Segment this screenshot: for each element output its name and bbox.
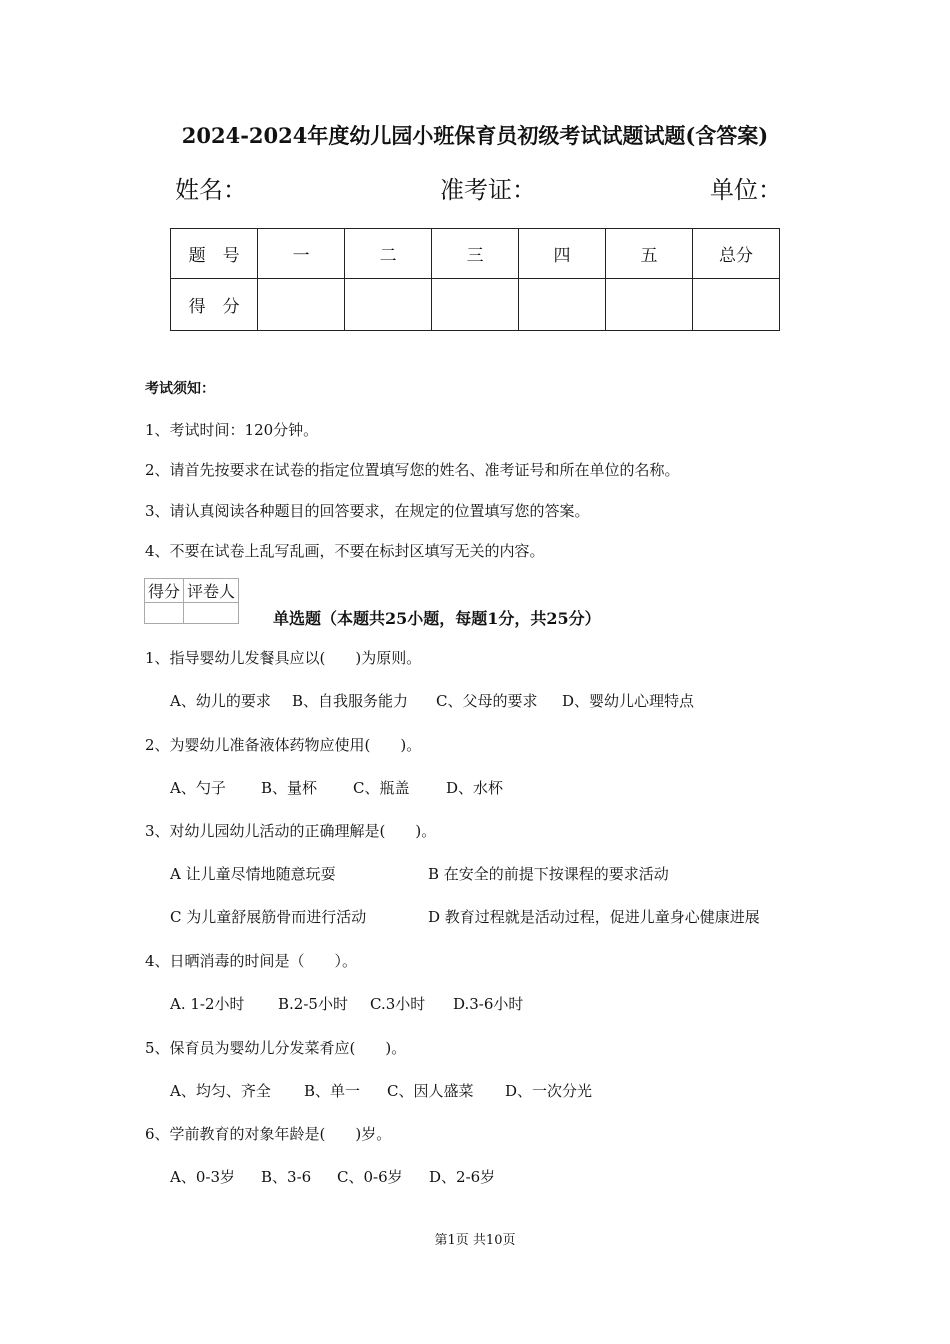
q3-option-d[interactable]: D 教育过程就是活动过程，促进儿童身心健康进展	[428, 908, 760, 926]
grader-name-label: 评卷人	[184, 579, 239, 603]
q4-option-d[interactable]: D.3-6小时	[453, 995, 524, 1013]
q6-option-d[interactable]: D、2-6岁	[429, 1168, 496, 1186]
q1-option-a[interactable]: A、幼儿的要求	[170, 692, 271, 710]
header-cell-4: 四	[519, 229, 606, 279]
score-table-score-row	[171, 279, 780, 331]
q3-option-a[interactable]: A 让儿童尽情地随意玩耍	[170, 865, 336, 883]
grader-score-cell[interactable]	[145, 603, 184, 624]
q1-option-d[interactable]: D、婴幼儿心理特点	[562, 692, 695, 710]
q2-option-c[interactable]: C、瓶盖	[353, 779, 410, 797]
header-cell-1: 一	[258, 229, 345, 279]
q6-option-a[interactable]: A、0-3岁	[170, 1168, 235, 1186]
q2-option-a[interactable]: A、勺子	[170, 779, 226, 797]
q2-option-b[interactable]: B、量杯	[261, 779, 318, 797]
q1-option-c[interactable]: C、父母的要求	[436, 692, 538, 710]
q3-option-b[interactable]: B 在安全的前提下按课程的要求活动	[428, 865, 669, 883]
section-title: 单选题（本题共25小题，每题1分，共25分）	[273, 609, 601, 628]
q5-option-b[interactable]: B、单一	[304, 1082, 361, 1100]
q5-option-a[interactable]: A、均匀、齐全	[170, 1082, 271, 1100]
q1-option-b[interactable]: B、自我服务能力	[292, 692, 409, 710]
q4-option-b[interactable]: B.2-5小时	[278, 995, 348, 1013]
header-cell-total: 总分	[692, 229, 779, 279]
name-field-label: 姓名：	[175, 176, 247, 204]
grader-table	[144, 578, 239, 624]
grader-score-label: 得分	[145, 579, 184, 603]
score-table-header-row	[171, 229, 780, 279]
q4-option-a[interactable]: A. 1-2小时	[170, 995, 245, 1013]
grader-name-cell[interactable]	[184, 603, 239, 624]
score-cell[interactable]	[432, 279, 519, 331]
header-cell-5: 五	[606, 229, 693, 279]
question-2: 2、为婴幼儿准备液体药物应使用( )。	[145, 736, 422, 754]
question-1: 1、指导婴幼儿发餐具应以( )为原则。	[145, 649, 422, 667]
question-6: 6、学前教育的对象年龄是( )岁。	[145, 1125, 392, 1143]
header-cell-question-no: 题 号	[171, 229, 258, 279]
q3-option-c[interactable]: C 为儿童舒展筋骨而进行活动	[170, 908, 367, 926]
unit-field-label: 单位：	[710, 176, 782, 204]
question-3: 3、对幼儿园幼儿活动的正确理解是( )。	[145, 822, 437, 840]
question-5: 5、保育员为婴幼儿分发菜肴应( )。	[145, 1039, 407, 1057]
page-title: 2024-2024年度幼儿园小班保育员初级考试试题试题(含答案)	[181, 123, 769, 148]
question-4: 4、日晒消毒的时间是（ ）。	[145, 952, 358, 970]
q5-option-c[interactable]: C、因人盛菜	[387, 1082, 474, 1100]
notice-item: 2、请首先按要求在试卷的指定位置填写您的姓名、准考证号和所在单位的名称。	[145, 461, 680, 479]
q4-option-c[interactable]: C.3小时	[370, 995, 426, 1013]
page-footer: 第1页 共10页	[434, 1233, 516, 1248]
score-cell[interactable]	[345, 279, 432, 331]
notice-item: 4、不要在试卷上乱写乱画，不要在标封区填写无关的内容。	[145, 542, 545, 560]
q6-option-b[interactable]: B、3-6	[261, 1168, 312, 1186]
header-cell-3: 三	[432, 229, 519, 279]
score-table	[170, 228, 780, 331]
score-cell[interactable]	[606, 279, 693, 331]
q5-option-d[interactable]: D、一次分光	[505, 1082, 593, 1100]
notice-item: 1、考试时间：120分钟。	[145, 421, 319, 439]
q6-option-c[interactable]: C、0-6岁	[337, 1168, 403, 1186]
exam-number-field-label: 准考证：	[440, 176, 536, 204]
notice-title: 考试须知：	[145, 381, 215, 397]
score-cell-total[interactable]	[692, 279, 779, 331]
score-row-label: 得 分	[171, 279, 258, 331]
q2-option-d[interactable]: D、水杯	[446, 779, 504, 797]
notice-item: 3、请认真阅读各种题目的回答要求，在规定的位置填写您的答案。	[145, 502, 590, 520]
score-cell[interactable]	[258, 279, 345, 331]
header-cell-2: 二	[345, 229, 432, 279]
score-cell[interactable]	[519, 279, 606, 331]
